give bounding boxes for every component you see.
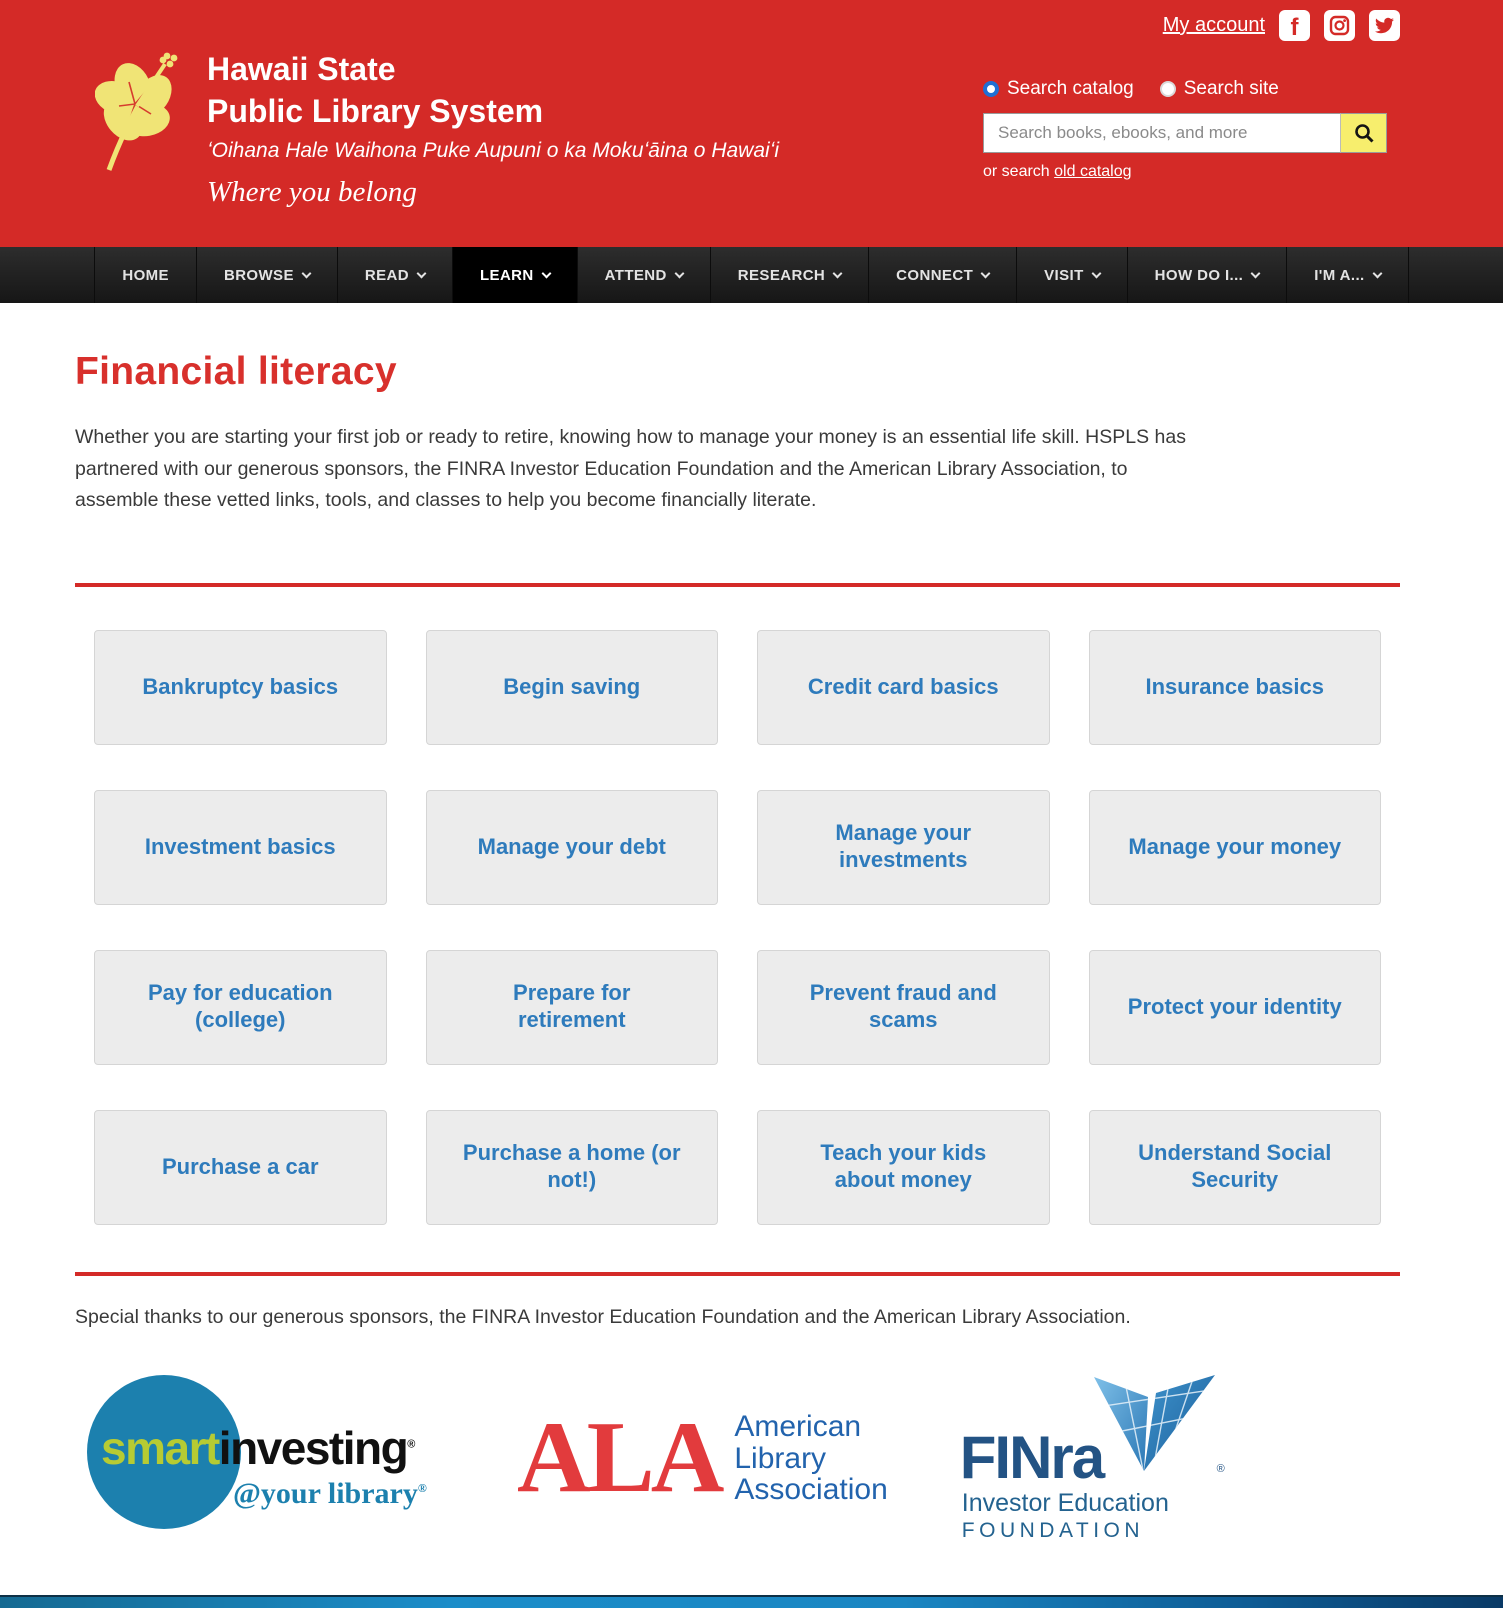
site-tagline-hawaiian: ʻOihana Hale Waihona Puke Aupuni o ka Mokuʻāina o Hawaiʻi [207,139,780,163]
nav-item-label: ATTEND [604,266,667,284]
intro-paragraph: Whether you are starting your first job or ready to retire, knowing how to manage your money is an essential life skill. HSPLS has partnered with our generous sponsors, the FINRA Investor Education Foundation and the American Library Association, to assemble these vetted links, tools, and classes to help you become financially literate. [75,426,1186,512]
nav-item-research[interactable] [711,247,869,303]
topic-tile-manage-your-debt[interactable]: Manage your debt [426,790,719,905]
search-site-label: Search site [1183,78,1279,99]
topic-tile-prevent-fraud-and-scams[interactable]: Prevent fraud and scams [757,950,1050,1065]
nav-item-label: I'M A... [1314,266,1365,284]
radio-selected-icon [983,81,999,97]
nav-item-read[interactable] [338,247,453,303]
facebook-icon[interactable]: f [1279,10,1310,41]
chevron-down-icon [541,268,551,278]
nav-item-label: RESEARCH [737,266,826,284]
nav-item-attend[interactable] [578,247,711,303]
registered-mark: ® [417,1480,427,1495]
nav-item-how-do-i[interactable] [1128,247,1288,303]
topic-tile-protect-your-identity[interactable]: Protect your identity [1089,950,1382,1065]
ala-line1: American [734,1410,862,1444]
finra-wordmark: FINra [959,1423,1104,1491]
topic-tile-purchase-a-home-or-not[interactable]: Purchase a home (or not!) [426,1110,719,1225]
topic-tile-teach-your-kids-about-money[interactable]: Teach your kids about money [757,1110,1050,1225]
page-title: Financial literacy [75,350,397,393]
smart-investing-logo[interactable] [75,1369,425,1537]
ala-logo[interactable] [517,1401,888,1515]
sponsors-thanks-text: Special thanks to our generous sponsors, the FINRA Investor Education Foundation and the American Library Association. [75,1305,1131,1328]
divider-rule-bottom [75,1272,1400,1276]
divider-rule-top [75,583,1400,587]
site-header [0,0,1503,247]
topic-tile-investment-basics[interactable]: Investment basics [94,790,387,905]
chevron-down-icon [417,268,427,278]
nav-item-learn[interactable] [453,247,578,303]
chevron-down-icon [1372,268,1382,278]
finra-foundation: FOUNDATION [961,1518,1145,1542]
nav-item-label: BROWSE [223,266,294,284]
search-input[interactable] [983,113,1340,153]
search-button[interactable] [1340,113,1387,153]
nav-item-label: HOME [122,266,169,284]
chevron-down-icon [981,268,991,278]
footer-blue-bar [0,1595,1503,1608]
main-content [0,303,1503,1595]
topic-tile-purchase-a-car[interactable]: Purchase a car [94,1110,387,1225]
site-title-line2: Public Library System [207,93,544,130]
chevron-down-icon [833,268,843,278]
magnifier-icon [1353,122,1375,144]
nav-item-visit[interactable] [1017,247,1128,303]
chevron-down-icon [301,268,311,278]
search-catalog-radio[interactable] [983,78,1134,100]
nav-item-i-m-a[interactable] [1287,247,1408,303]
old-catalog-link[interactable]: old catalog [1054,163,1132,180]
nav-item-label: READ [364,266,409,284]
ala-line2: Library [734,1441,827,1475]
chevron-down-icon [1091,268,1101,278]
registered-mark: ® [407,1438,414,1451]
topic-tile-bankruptcy-basics[interactable]: Bankruptcy basics [94,630,387,745]
radio-unselected-icon [1160,81,1176,97]
instagram-icon[interactable] [1324,10,1355,41]
nav-item-label: HOW DO I... [1154,266,1244,284]
nav-item-label: LEARN [479,266,534,284]
chevron-down-icon [1251,268,1261,278]
at-your-library-text: @your library [233,1476,418,1510]
search-site-radio[interactable] [1160,78,1279,100]
topic-tile-begin-saving[interactable]: Begin saving [426,630,719,745]
topic-tile-manage-your-money[interactable]: Manage your money [1089,790,1382,905]
finra-investor-education: Investor Education [961,1488,1169,1517]
nav-item-label: CONNECT [896,266,974,284]
search-block [983,78,1387,181]
nav-item-home[interactable] [94,247,197,303]
main-nav [0,247,1503,303]
old-catalog-prefix: or search [983,163,1055,180]
nav-item-browse[interactable] [197,247,338,303]
sponsor-logos [75,1367,1400,1542]
topic-tile-prepare-for-retirement[interactable]: Prepare for retirement [426,950,719,1065]
chevron-down-icon [674,268,684,278]
twitter-icon[interactable] [1369,10,1400,41]
site-logo[interactable] [95,48,779,209]
topic-tile-pay-for-education-college[interactable]: Pay for education (college) [94,950,387,1065]
topic-tile-manage-your-investments[interactable]: Manage your investments [757,790,1050,905]
topic-tile-understand-social-security[interactable]: Understand Social Security [1089,1110,1382,1225]
smart-word: smart [101,1421,219,1474]
finra-logo[interactable] [959,1367,1225,1542]
nav-item-connect[interactable] [869,247,1017,303]
site-title-line1: Hawaii State [207,51,396,87]
registered-mark: ® [1216,1462,1225,1475]
topic-tile-credit-card-basics[interactable]: Credit card basics [757,630,1050,745]
ala-line3: Association [734,1473,888,1507]
topics-grid [94,630,1381,1225]
topic-tile-insurance-basics[interactable]: Insurance basics [1089,630,1382,745]
investing-word: investing [218,1421,408,1474]
ala-abbr: ALA [517,1401,721,1515]
nav-item-label: VISIT [1044,266,1084,284]
hibiscus-icon [95,48,187,173]
search-catalog-label: Search catalog [1007,78,1134,99]
top-utility-bar [1163,10,1400,41]
site-tagline: Where you belong [207,176,417,209]
my-account-link[interactable]: My account [1162,14,1265,36]
